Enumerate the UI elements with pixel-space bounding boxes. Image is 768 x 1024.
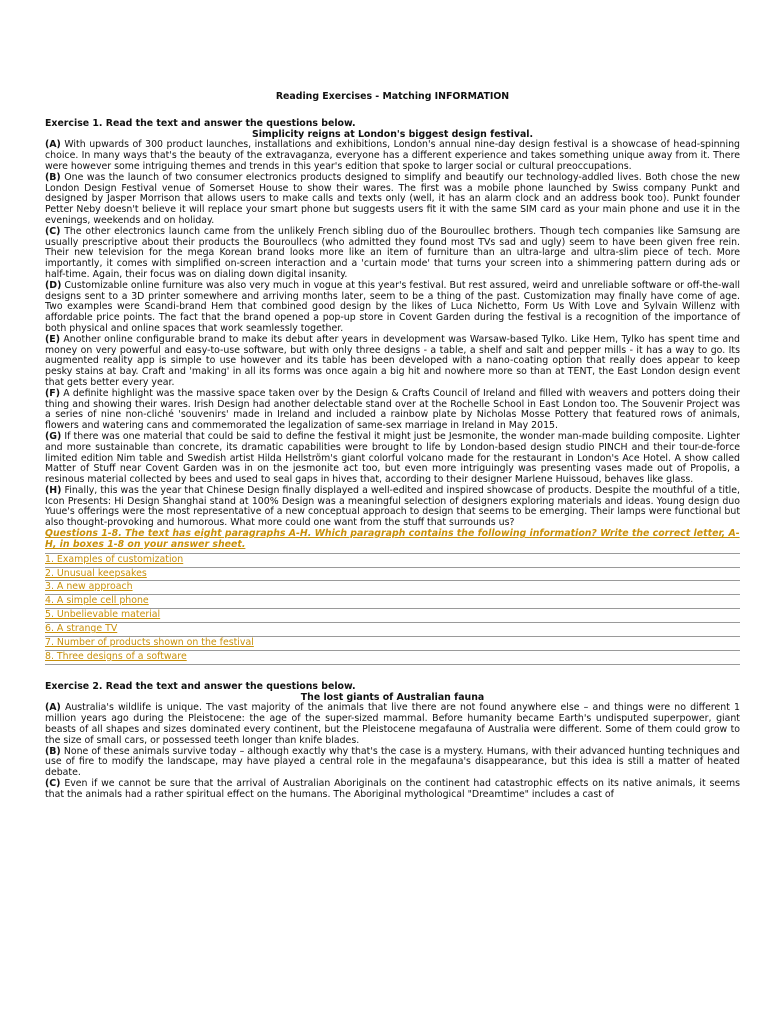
- exercise-1: [45, 119, 740, 665]
- paragraph-label: (B): [45, 745, 61, 757]
- questions-instructions: [45, 529, 740, 551]
- paragraph-label: (C): [45, 225, 61, 237]
- exercise-1-heading: Exercise 1. Read the text and answer the questions below.: [45, 117, 356, 129]
- paragraph: [45, 227, 740, 281]
- paragraph-text: Australia's wildlife is unique. The vast majority of the animals that live there are not found anywhere else – and things were no different 1 million years ago during the Pleistocene: the age of the super-sized mammal. Before humanity became Earth's undisputed superpower, giant beasts of all shapes and sizes dominated every continent, but the Pleistocene megafauna of Australia were different. Some of them could grow to the size of small cars, or possessed teeth longer than knife blades.: [45, 702, 740, 746]
- paragraph: [45, 703, 740, 746]
- paragraph-label: (C): [45, 777, 61, 789]
- paragraph-text: None of these animals survive today – although exactly why that's the case is a mystery. Humans, with their advanced hunting techniques and use of fire to modify the landscape, may have played a central role in the megafauna's disappearance, but this idea is still a matter of heated debate.: [45, 745, 740, 779]
- paragraph-text: With upwards of 300 product launches, installations and exhibitions, London's annual nine-day design festival is a showcase of head-spinning choice. In many ways that's the beauty of the extravaganza, everyone has a different experience and takes something unique away from it. There were however some intriguing themes and trends in this year's edition that spoke to larger social or cultural preoccupations.: [45, 139, 740, 172]
- paragraph-text: Customizable online furniture was also very much in vogue at this year's festival. But rest assured, weird and unreliable software or off-the-wall designs sent to a 3D printer somewhere and arriving months later, seem to be a thing of the past. Customization may finally have come of age. Two examples were Scandi-brand Hem that combined good design by the likes of Luca Nichetto, Form Us With Love and Sylvain Willenz with affordable price points. The fact that the brand opened a pop-up store in Covent Garden during the festival is a recognition of the importance of both physical and online spaces that work seamlessly together.: [45, 279, 740, 334]
- paragraph-text: Finally, this was the year that Chinese Design finally displayed a well-edited and inspired showcase of products. Despite the mouthful of a title, Icon Presents: Hi Design Shanghai stand at 100% Design was a meaningful selection of designers exploring materials and ideas. Young design duo Yuue's offerings were the most representative of a new conceptual approach to design that seems to be emerging. Their lamps were functional but also thought-provoking and humorous. What more could one want from the stuff that surrounds us?: [45, 484, 740, 529]
- paragraph-label: (H): [45, 484, 62, 496]
- paragraph: [45, 173, 740, 227]
- paragraph-label: (A): [45, 139, 61, 151]
- question-item[interactable]: 2. Unusual keepsakes: [45, 568, 740, 582]
- questions-text: . The text has eight paragraphs A-H. Which paragraph contains the following information? Write the correct letter, A-H, in boxes 1-8 on your answer sheet.: [45, 528, 740, 550]
- question-list: [45, 553, 740, 665]
- paragraph: [45, 389, 740, 432]
- paragraph: [45, 779, 740, 801]
- exercise-1-paragraphs: [45, 140, 740, 529]
- exercise-2-paragraphs: [45, 703, 740, 800]
- paragraph: [45, 281, 740, 335]
- paragraph-text: The other electronics launch came from the unlikely French sibling duo of the Bouroullec brothers. Though tech companies like Samsung are usually prescriptive about their products the Bouroullecs (who admitted they found most TVs sad and ugly) seem to have been given free rein. Their new television for the mega Korean brand looks more like an item of furniture than an ultra-large and ultra-slim piece of tech. More importantly, it comes with simplified on-screen interaction and a 'curtain mode' that turns your screen into a shimmering pattern during ads or half-time. Again, their focus was on dialing down digital insanity.: [45, 225, 740, 280]
- question-item[interactable]: 6. A strange TV: [45, 623, 740, 637]
- questions-range: Questions 1-8: [45, 528, 119, 540]
- paragraph: [45, 747, 740, 779]
- paragraph: [45, 486, 740, 529]
- paragraph-label: (B): [45, 171, 61, 183]
- document-title: Reading Exercises - Matching INFORMATION: [275, 91, 510, 102]
- paragraph-label: (E): [45, 333, 60, 345]
- question-item[interactable]: 8. Three designs of a software: [45, 651, 740, 665]
- question-item[interactable]: 1. Examples of customization: [45, 554, 740, 568]
- exercise-2-subtitle: The lost giants of Australian fauna: [300, 691, 485, 703]
- paragraph-text: If there was one material that could be said to define the festival it might just be Jesmonite, the wonder man-made building composite. Lighter and more sustainable than concrete, its dramatic capabilities were brought to life by London-based design studio PINCH and their tour-de-force limited edition Nim table and Swedish artist Hilda Hellström's giant colorful volcano made for the restaurant in London's Ace Hotel. A show called Matter of Stuff near Covent Garden was in on the jesmonite act too, but even more intriguingly was presenting vases made out of Propolis, a resinous material collected by bees and used to seal gaps in hives that, according to their designer Marlene Huissoud, behaves like glass.: [45, 430, 740, 486]
- document-page: [45, 92, 740, 801]
- paragraph-text: Even if we cannot be sure that the arrival of Australian Aboriginals on the continent had catastrophic effects on its native animals, it seems that the animals had a rather spiritual effect on the humans. The Aboriginal mythological "Dreamtime" includes a cast of: [45, 777, 740, 800]
- paragraph-label: (D): [45, 279, 62, 291]
- paragraph: [45, 140, 740, 172]
- paragraph: [45, 335, 740, 389]
- paragraph: [45, 432, 740, 486]
- paragraph-label: (G): [45, 430, 62, 442]
- exercise-2: [45, 682, 740, 801]
- question-item[interactable]: 3. A new approach: [45, 581, 740, 595]
- question-item[interactable]: 5. Unbelievable material: [45, 609, 740, 623]
- exercise-2-heading: Exercise 2. Read the text and answer the questions below.: [45, 680, 356, 692]
- question-item[interactable]: 4. A simple cell phone: [45, 595, 740, 609]
- paragraph-label: (F): [45, 387, 60, 399]
- question-item[interactable]: 7. Number of products shown on the festival: [45, 637, 740, 651]
- exercise-1-subtitle: Simplicity reigns at London's biggest design festival.: [251, 128, 534, 140]
- paragraph-text: A definite highlight was the massive space taken over by the Design & Crafts Council of Ireland and filled with weavers and potters doing their thing and showing their wares. Irish Design had another delectable stand over at the Rochelle School in East London too. The Souvenir Project was a series of nine non-cliché 'souvenirs' made in Ireland and included a rainbow plate by Nicholas Mosse Pottery that featured rows of animals, flowers and watering cans and commemorated the legalization of same-sex marriage in Ireland in May 2015.: [45, 387, 740, 432]
- paragraph-text: One was the launch of two consumer electronics products designed to simplify and beautify our technology-addled lives. Both chose the new London Design Festival venue of Somerset House to show their wares. The first was a mobile phone launched by Swiss company Punkt and designed by Jasper Morrison that allows users to make calls and texts only (well, it has an alarm clock and an address book too). Punkt founder Petter Neby doesn't believe it will replace your smart phone but suggests users fit it with the same SIM card as your main phone and use it in the evenings, weekends and on holiday.: [45, 171, 740, 226]
- paragraph-text: Another online configurable brand to make its debut after years in development was Warsaw-based Tylko. Like Hem, Tylko has spent time and money on very powerful and easy-to-use software, but with only three designs - a table, a shelf and salt and pepper mills - it has a way to go. Its augmented reality app is simple to use however and its table has been developed with a nano-coating option that really does appear to keep pesky stains at bay. Craft and 'making' in all its forms was once again a big hit and nowhere more so than at TENT, the East London design event that gets better every year.: [45, 333, 740, 388]
- paragraph-label: (A): [45, 702, 61, 714]
